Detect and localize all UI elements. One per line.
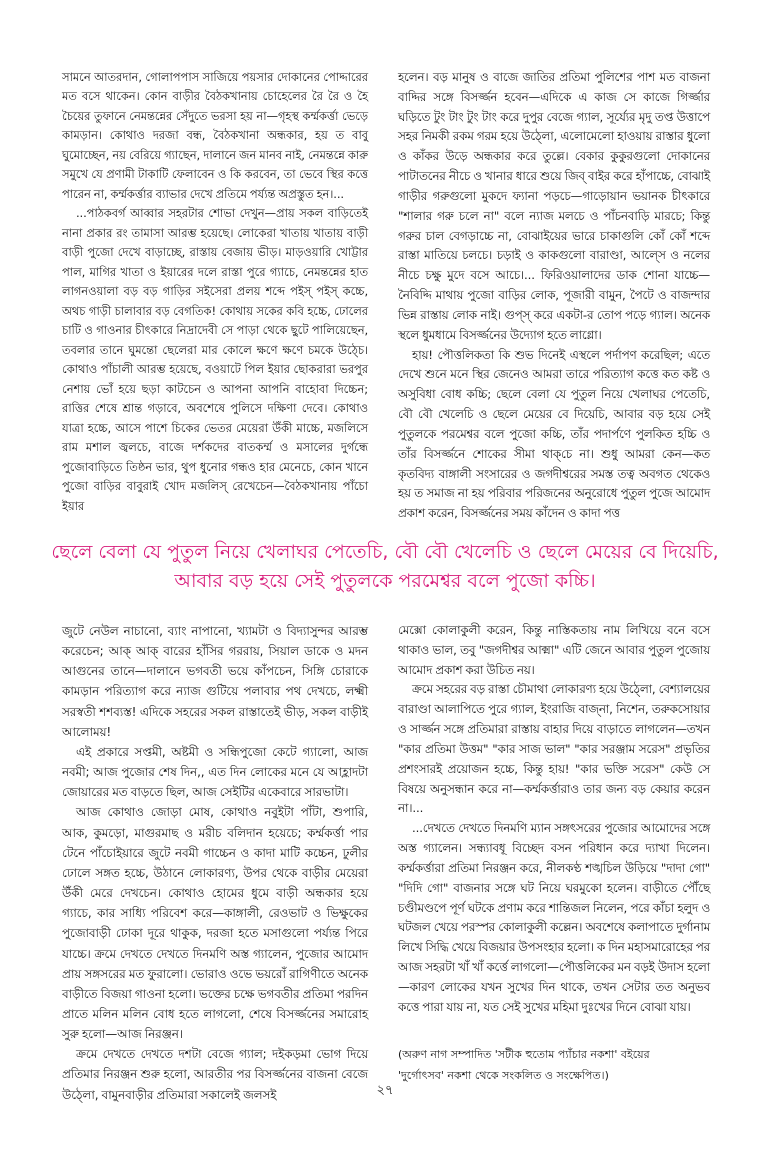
pull-quote-line-2: আবার বড় হয়ে সেই পুতুলকে পরমেশ্বর বলে পুজো কচ্চি। bbox=[174, 570, 596, 592]
paragraph: এই প্রকারে সপ্তমী, অষ্টমী ও সন্ধিপুজো কেটে গ্যালো, আজ নবমী; আজ পুজোর শেষ দিন,, এত দিন লোকের মনে যে আহ্লাদটা জোয়ারের মত বাড়তে ছিল, আজ সেইটির একেবারে সারভাটা। bbox=[62, 744, 368, 800]
column-1 bbox=[62, 68, 368, 516]
column-4 bbox=[398, 621, 710, 1018]
paragraph: ক্রমে দেখতে দেখতে দশটা বেজে গ্যাল; দইকড়মা ভোগ দিয়ে প্রতিমার নিরঞ্জন শুরু হলো, আরতীর পর বিসর্জ্জনের বাজনা বেজে উঠ্লো, বামুনবাড়ীর প্রতিমারা সকালেই জলসই bbox=[62, 1047, 368, 1102]
column-2 bbox=[398, 68, 710, 524]
pull-quote bbox=[40, 538, 730, 596]
paragraph: ক্রমে সহরের বড় রাস্তা চৌমাথা লোকারণ্য হয়ে উঠ্লো, বেশ্যালয়ের বারাণ্ডা আলাপিতে পুরে গ্যাল, ইংরাজি বাজ্না, নিশেন, তরুকসোয়ার ও সার্জ্জন সঙ্গে প্রতিমারা রাস্তায় বাহার দিয়ে বাড়াতে লাগলেন—তখন "কার প্রতিমা উত্তম" "কার সাজ ভাল" "কার সরঞ্জাম সরেস" প্রভৃতির প্রশংসারই প্রয়োজন হচ্চে, কিন্তু হায়! "কার ভক্তি সরেস" কেউ সে বিষয়ে অনুসন্ধান করে না—কর্ম্মকর্ত্তারাও তার জন্য বড় কেয়ার করেন না।... bbox=[398, 682, 710, 816]
source-credit bbox=[398, 1044, 710, 1086]
paragraph: হলেন। বড় মানুষ ও বাজে জাতির প্রতিমা পুলিশের পাশ মত বাজনা বাদ্দির সঙ্গে বিসর্জ্জন হবেন—এদিকে এ কাজ সে কাজে গির্জ্জার ঘড়িতে টুং টাং টুং টাং করে দুপুর বেজে গ্যাল, সূর্য্যের মৃদু তপ্ত উত্তাপে সহর নিমকী রকম গরম হয়ে উঠ্লো, এলোমেলো হাওয়ায় রাস্তার ধুলো ও কাঁকর উড়ে অন্ধকার করে তুল্লে। বেকার কুকুরগুলো দোকানের পাটাতনের নীচে ও খানার ধারে শুয়ে জিব্ বাইর করে হাঁপাচ্চে, বোঝাই গাড়ীর গরুগুলো মুকদে ফ্যানা পড়চে—গাড়োয়ান ভয়ানক চীৎকারে "শালার গরু চলে না" বলে ন্যাজ মলচে ও পাঁচনবাড়ি মারচে; কিন্তু গরুর চাল বেগড়াচ্চে না, বোঝাইয়ের ভারে চাকাগুলি কোঁ কোঁ শব্দে রাস্তা মাতিয়ে চলচে। চড়াই ও কাকগুলো বারাণ্ডা, আল্সে ও নলের নীচে চক্ষু মুদে বসে আচে।... ফিরিওয়ালাদের ডাক শোনা যাচ্চে—নৈবিদ্দি মাথায় পুজো বাড়ির লোক, পূজারী বামুন, পৈটে ও বাজন্দার ভিন্ন রাস্তায় লোক নাই। গুপ্স্ করে একটা-র তোপ পড়ে গ্যাল। অনেক স্থলে ধুমধামে বিসর্জ্জনের উদ্যোগ হতে লাগ্লো। bbox=[398, 70, 710, 342]
paragraph: জুটে নেউল নাচানো, ব্যাং নাপানো, খ্যামটা ও বিদ্যাসুন্দর আরম্ভ করেচেন; আক্ আক্ বারের হাঁসির গররায়, সিয়াল ডাকে ও মদন আগুনের তানে—দালানে ভগবতী ভয়ে কাঁপচেন, সিঙ্গি চোরাকে কামড়ান পরিত্যাগ করে ন্যাজ গুটিয়ে পলাবার পথ দেখচে, লক্ষ্মী সরস্বতী শশব্যস্ত! এদিকে সহরের সকল রাস্তাতেই ভীড়, সকল বাড়ীই আলোময়! bbox=[62, 624, 368, 739]
page-number: ২৭ bbox=[376, 1083, 394, 1098]
paragraph: মেক্সো কোলাকুলী করেন, কিন্তু নাস্তিকতায় নাম লিখিয়ে বনে বসে থাকাও ভাল, তবু "জগদীশ্বর আক্মা" এটি জেনে আবার পুতুল পুজোয় আমোদ প্রকাশ করা উচিত নয়। bbox=[398, 623, 710, 677]
paragraph: ...পাঠকবর্গ আব্বার সহরটার শোভা দেখুন—প্রায় সকল বাড়িতেই নানা প্রকার রং তামাসা আরম্ভ হয়েছে। লোকেরা খাতায় খাতায় বাড়ী বাড়ী পুজো দেখে বাড়াচ্ছে, রাস্তায় বেজায় ভীড়। মাড়ওয়ারি খোট্টার পাল, মাগির খাতা ও ইয়ারের দলে রাস্তা পুরে গ্যাচে, নেমন্তন্নের হাত লাগনওয়ালা বড় বড় গাড়ির সইসেরা প্রলয় শব্দে পইস্ পইস্ কচ্চে, অথচ গাড়ী চালাবার বড় বেগতিক! কোথায় সকের কবি হচ্চে, ঢোলের চাটি ও গাওনার চীৎকারে নিদ্রাদেবী সে পাড়া থেকে ছুটে পালিয়েছেন, তবলার তানে ঘুমন্তো ছেলেরা মার কোলে ক্ষণে ক্ষণে চমকে উঠ্চে। কোথাও পাঁচালী আরম্ভ হয়েছে, বওয়াটে পিল ইয়ার ছোকরারা ভরপুর নেশায় ভোঁ হয়ে ছড়া কাটচেন ও আপনা আপনি বাহোবা দিচ্চেন; রাত্তির শেষে শ্রান্ত গড়াবে, অবশেষে পুলিসে দক্ষিণা দেবে। কোথাও যাত্রা হচ্চে, আসে পাশে চিকের ভেতর মেয়েরা উঁকী মাচ্চে, মজলিসে রাম মশাল জ্বলচে, বাজে দর্শকদের বাতকর্ম্ম ও মসালের দুর্গন্ধে পুজোবাড়িতে তিষ্ঠন ভার, থুপ ধুনোর গন্ধও হার মেনেচে, কোন খানে পুজো বাড়ির বাবুরাই খোদ মজলিস্ রেখেচেন—বৈঠকখানায় পাঁচো ইয়ার bbox=[62, 206, 368, 513]
pull-quote-line-1: ছেলে বেলা যে পুতুল নিয়ে খেলাঘর পেতেচি, বৌ বৌ খেলেচি ও ছেলে মেয়ের বে দিয়েচি, bbox=[51, 541, 719, 563]
paragraph: ...দেখতে দেখতে দিনমণি ম্যান সঙ্গৎসরের পুজোর আমোদের সঙ্গে অস্ত গ্যালেন। সন্ধ্যাবধূ বিচ্ছেদ বসন পরিধান করে দ্যাখা দিলেন। কর্ম্মকর্ত্তারা প্রতিমা নিরঞ্জন করে, নীলকণ্ঠ শঙ্খচিল উড়িয়ে "দাদা গো" "দিদি গো" বাজনার সঙ্গে ঘট নিয়ে ঘরমুকো হলেন। বাড়ীতে পৌঁছে চণ্ডীমণ্ডপে পূর্ণ ঘটকে প্রণাম করে শান্তিজল নিলেন, পরে কাঁচা হলুদ ও ঘটজল খেয়ে পরস্পর কোলাকুলী কল্লেন। অবশেষে কলাপাতে দুর্গানাম লিখে সিদ্ধি খেয়ে বিজয়ার উপসংহার হলো। ক দিন মহাসমারোহের পর আজ সহরটা খাঁ খাঁ কর্ত্তে লাগলো—পৌত্তলিকের মন বড়ই উদাস হলো—কারণ লোকের যখন সুখের দিন থাকে, তখন সেটার তত অনুভব কত্তে পারা যায় না, যত সেই সুখের মহিমা দুঃখের দিনে বোঝা যায়। bbox=[398, 821, 710, 1014]
credit-line-2: 'দুর্গোৎসব' নকশা থেকে সংকলিত ও সংক্ষেপিত।) bbox=[398, 1069, 609, 1082]
paragraph: আজ কোথাও জোড়া মোষ, কোথাও নবুইটা পাঁটা, শুপারি, আক, কুমড়ো, মাগুরমাছ ও মরীচ বলিদান হয়েচে; কর্ম্মকর্ত্তা পার টেনে পাঁচোইয়ারে জুটে নবমী গাচ্চেন ও কাদা মাটি কচ্চেন, ঢুলীর ঢোলে সঙ্গত হচ্চে, উঠানে লোকারণ্য, উপর থেকে বাড়ীর মেয়েরা উঁকী মেরে দেখচেন। কোথাও হোমের ধুমে বাড়ী অন্ধকার হয়ে গ্যাচে, কার সাধ্যি পরিবেশ করে—কাঙ্গালী, রেওভাট ও ভিক্ষুকের পুজোবাড়ী ঢোকা দূরে থাকুক, দরজা হতে মসাগুলো পর্য্যন্ত পিরে যাচ্চে। ক্রমে দেখতে দেখতে দিনমণি অস্ত গ্যালেন, পুজোর আমোদ প্রায় সঙ্গসরের মত ফুরালো। ভোরাও ওভে ভয়রোঁ রাগিণীতে অনেক বাড়ীতে বিজয়া গাওনা হলো। ভক্তের চক্ষে ভগবতীর প্রতিমা পরদিন প্রাতে মলিন মলিন বোধ হতে লাগলো, শেষে বিসর্জ্জনের সমারোহ সুরু হলো—আজ নিরঞ্জন। bbox=[62, 805, 368, 1042]
paragraph: সামনে আতরদান, গোলাপপাস সাজিয়ে পয়সার দোকানের পোদ্দারের মত বসে থাকেন। কোন বাড়ীর বৈঠকখানায় চোহেলের রৈ রৈ ও হৈ চৈয়ের তুফানে নেমন্তন্নের সেঁদুতে ভরসা হয় না—গৃহস্থ কর্ম্মকর্ত্তা ভেড়ে কামড়ান। কোথাও দরজা বন্ধ, বৈঠকখানা অন্ধকার, হয় ত বাবু ঘুমোচ্ছেন, নয় বেরিয়ে গ্যাছেন, দালানে জন মানব নাই, নেমন্তন্নে কারু সমুখে যে প্রণামী টাকাটি ফেলাবেন ও কি করবেন, তা ভেবে স্থির কত্তে পারেন না, কর্ম্মকর্ত্তার ব্যাভার দেখে প্রতিমে পর্য্যন্ত অপ্রস্তুত হন।... bbox=[62, 70, 368, 201]
paragraph: হায়! পৌত্তলিকতা কি শুভ দিনেই এস্থলে পর্দাপণ করেছিল; এতে দেখে শুনে মনে স্থির জেনেও আমরা তারে পরিত্যাগ কত্তে কত কষ্ট ও অসুবিধা বোধ কচ্চি; ছেলে বেলা যে পুতুল নিয়ে খেলাঘর পেতেচি, বৌ বৌ খেলেচি ও ছেলে মেয়ের বে দিয়েচি, আবার বড় হয়ে সেই পুতুলকে পরমেশ্বর বলে পুজো কচ্চি, তাঁর পদার্পণে পুলকিত হচ্চি ও তাঁর বিসর্জ্জনে শোকের সীমা থাক্‌চে না। শুধু আমরা কেন—কত কৃতবিদ্য বাঙ্গালী সংসারের ও জগদীশ্বরের সমস্ত তত্ব অবগত থেকেও হয় ত সমাজ না হয় পরিবার পরিজনের অনুরোধে পুতুল পুজে আমোদ প্রকাশ করেন, বিসর্জ্জনের সময় কাঁদেন ও কাদা পত্ত bbox=[398, 347, 710, 521]
column-3 bbox=[62, 621, 368, 1105]
credit-line-1: (অরুণ নাগ সম্পাদিত 'সটীক হুতোম প্যাঁচার নকশা' বইয়ের bbox=[398, 1048, 650, 1061]
